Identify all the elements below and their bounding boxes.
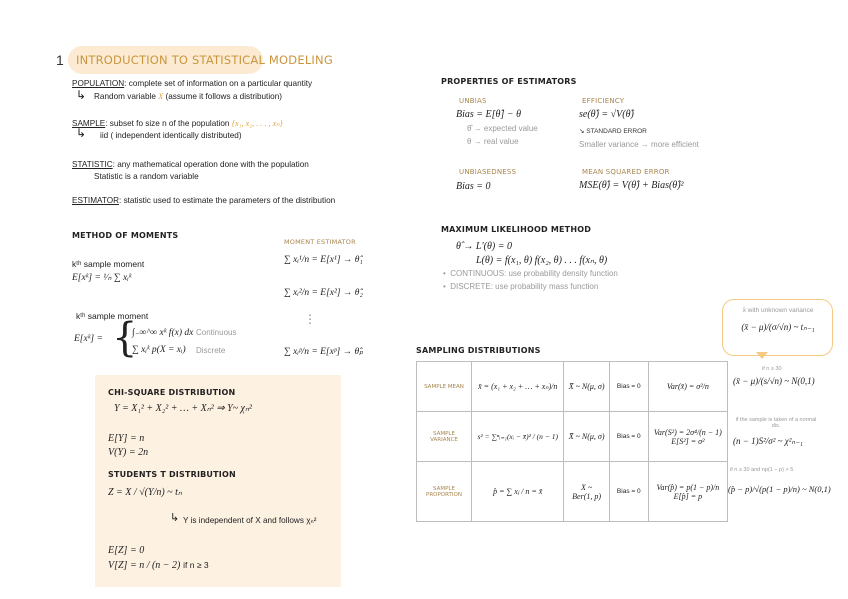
statistic-definition: STATISTIC: any mathematical operation done with the population — [72, 160, 309, 169]
discrete-label: Discrete — [196, 346, 226, 355]
bias-cell: Bias = 0 — [609, 462, 648, 522]
bubble-tail — [756, 352, 768, 359]
table-row — [417, 462, 728, 522]
kth-sample-moment-2: kᵗʰ sample moment — [76, 311, 149, 321]
mse-tag: MEAN SQUARED ERROR — [582, 168, 670, 176]
kth-sample-eq: E[xᵏ] = ¹⁄ₙ ∑ xᵢᵏ — [72, 273, 132, 283]
side-note-3: if n ≥ 30 and np(1 − p) > 5 — [730, 467, 794, 473]
sample-set: {x₁, x₂, . . . , xₙ} — [231, 119, 283, 128]
statistic-sub: Statistic is a random variable — [94, 172, 199, 181]
stat-cell: p̂ = ∑ xⱼ / n = x̄ — [472, 462, 564, 522]
standard-error-label: ↘ STANDARD ERROR — [579, 128, 647, 135]
bubble-eq: (x̄ − μ)/(σ/√n) ~ tₙ₋₁ — [741, 322, 815, 332]
sampling-heading: SAMPLING DISTRIBUTIONS — [416, 346, 541, 355]
side-eq-3: (p̂ − p)/√(p(1 − p)/n) ~ N(0,1) — [728, 484, 831, 494]
dist-cell: X̄ ~ N(μ, σ) — [564, 412, 609, 462]
bias-cell: Bias = 0 — [609, 412, 648, 462]
brace-icon: { — [112, 315, 138, 361]
side-eq-1: (x̄ − μ)/(s/√n) ~ N(0,1) — [733, 376, 815, 386]
moment-estimator-tag: MOMENT ESTIMATOR — [284, 238, 356, 246]
efficiency-tag: EFFICIENCY — [582, 97, 625, 105]
arrow-icon: ↳ — [76, 88, 87, 102]
population-definition — [72, 79, 312, 88]
stat-cell: s² = ∑ⁿᵢ₌₁(xᵢ − x̄)² / (n − 1) — [472, 412, 564, 462]
population-variable: X — [158, 92, 164, 101]
moments-heading: METHOD OF MOMENTS — [72, 231, 179, 240]
kth-eq-lhs: E[xᵏ] = — [74, 334, 103, 344]
moment-estimator-p: ∑ xᵢᵖ/n = E[xᵖ] → θ̂ₚ — [284, 347, 364, 357]
bias-line-1: θ̂ → expected value — [467, 124, 538, 133]
dist-cell: X ~ Ber(1, p) — [564, 462, 609, 522]
bias-cell: Bias = 0 — [609, 362, 648, 412]
mse-eq: MSE(θ̂) = V(θ̂) + Bias(θ̂)² — [579, 180, 684, 191]
dist-cell: X̄ ~ N(μ, σ) — [564, 362, 609, 412]
sampling-table — [416, 361, 728, 522]
unbias-tag: UNBIAS — [459, 97, 487, 105]
properties-heading: PROPERTIES OF ESTIMATORS — [441, 77, 577, 86]
var-cell: Var(S²) = 2σ⁴/(n − 1) E[S²] = σ² — [648, 412, 727, 462]
table-row — [417, 412, 728, 462]
row-header: SAMPLE MEAN — [417, 362, 472, 412]
kth-sample-moment: kᵗʰ sample moment — [72, 259, 145, 269]
row-header: SAMPLE VARIANCE — [417, 412, 472, 462]
students-t-note: Y is independent of X and follows χₙ² — [183, 516, 317, 525]
chi-square-heading: CHI-SQUARE DISTRIBUTION — [108, 388, 236, 397]
mle-discrete: • DISCRETE: use probability mass function — [443, 282, 599, 291]
estimator-definition: ESTIMATOR: statistic used to estimate the parameters of the distribution — [72, 196, 336, 205]
arrow-icon: ↳ — [76, 126, 87, 140]
unbiasedness-eq: Bias = 0 — [456, 181, 491, 192]
sample-sub: iid ( independent identically distributed) — [100, 131, 242, 140]
continuous-eq: ∫₋∞^∞ xᵏ f(x) dx — [132, 328, 194, 338]
chi-square-def: Y = X₁² + X₂² + … + Xₙ² ⇒ Y~ χₙ² — [114, 403, 252, 414]
var-cell: Var(p̂) = p(1 − p)/n E[p̂] = p — [648, 462, 727, 522]
t-vz-line: V[Z] = n / (n − 2) if n ≥ 3 — [108, 560, 209, 571]
var-cell: Var(x̄) = σ²/n — [648, 362, 727, 412]
section-number: 1 — [56, 52, 64, 68]
sample-definition: SAMPLE: subset fo size n of the population {x₁, x₂, . . . , xₙ} — [72, 119, 283, 128]
students-t-heading: STUDENTS T DISTRIBUTION — [108, 470, 236, 479]
moment-estimator-2: ∑ xᵢ²/n = E[x²] → θ̂₂ — [284, 288, 363, 298]
chi-ey: E[Y] = n — [108, 433, 145, 444]
section-title: INTRODUCTION TO STATISTICAL MODELING — [76, 53, 333, 67]
mle-heading: MAXIMUM LIKELIHOOD METHOD — [441, 225, 592, 234]
table-row — [417, 362, 728, 412]
mle-line-2: L(θ) = f(x₁, θ) f(x₂, θ) . . . f(xₙ, θ) — [476, 255, 608, 266]
efficiency-note: Smaller variance → more efficient — [579, 140, 699, 149]
stat-cell: x̄ = (x₁ + x₂ + … + xₙ)/n — [472, 362, 564, 412]
mle-continuous: • CONTINUOUS: use probability density function — [443, 269, 618, 278]
chi-vy: V(Y) = 2n — [108, 447, 149, 458]
continuous-label: Continuous — [196, 328, 237, 337]
t-ez: E[Z] = 0 — [108, 545, 145, 556]
side-note-2: if the sample is taken of a normal dis. — [735, 417, 817, 429]
unbiasedness-tag: UNBIASEDNESS — [459, 168, 517, 176]
arrow-icon: ↳ — [170, 512, 180, 524]
standard-error-eq: se(θ̂) = √V(θ̂) — [579, 109, 634, 120]
mle-line-1: θ̂ → L′(θ) = 0 — [456, 241, 512, 252]
side-note-1: if n ≥ 30 — [762, 366, 782, 372]
moment-estimator-1: ∑ xᵢ¹/n = E[x¹] → θ̂₁ — [284, 255, 363, 265]
bias-eq: Bias = E[θ̂] − θ — [456, 109, 521, 120]
discrete-eq: ∑ xᵢᵏ p(X = xᵢ) — [132, 345, 186, 355]
population-text: : complete set of information on a particular quantity — [124, 79, 313, 88]
students-t-def: Z = X / √(Y/n) ~ tₙ — [108, 487, 182, 498]
vertical-dots: ⋮ — [304, 312, 316, 326]
side-eq-2: (n − 1)S²/σ² ~ χ²ₙ₋₁ — [733, 436, 803, 446]
bias-line-2: θ → real value — [467, 137, 519, 146]
row-header: SAMPLE PROPORTION — [417, 462, 472, 522]
population-term: POPULATION — [72, 79, 125, 88]
bubble-label: x̄ with unknown variance — [742, 307, 814, 314]
population-sub: Random variable X (assume it follows a distribution) — [94, 92, 282, 101]
